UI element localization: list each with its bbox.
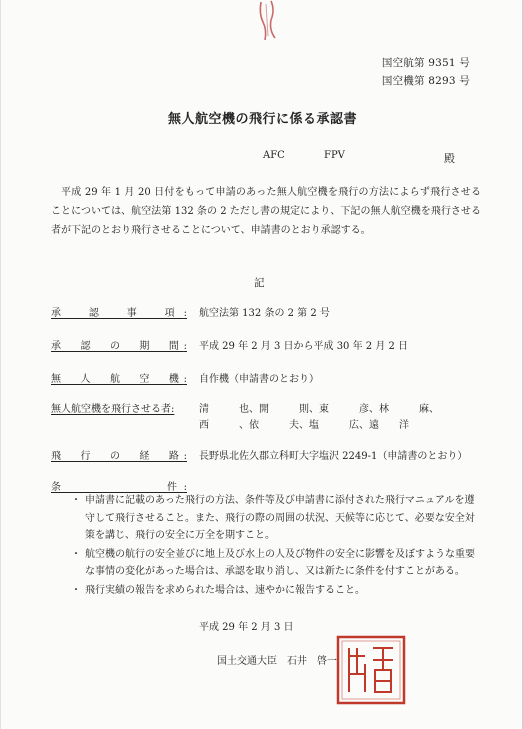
approval-body-text: 平成 29 年 1 月 20 日付をもって申請のあった無人航空機を飛行の方法によらず飛行させることについては、航空法第 132 条の 2 ただし書の規定により、下記の無人航空機を飛行させる者が下記のとおり飛行させることについて、申請書のとおり承認する。 [51, 187, 481, 236]
conditions-list [73, 492, 483, 600]
document-title: 無人航空機の飛行に係る承認書 [167, 112, 357, 127]
row-label: 条 件: [51, 482, 187, 493]
signer-name: 国土交通大臣 石井 啓一 [217, 656, 337, 667]
addressee-honorific: 殿 [444, 152, 455, 165]
ki-heading: 記 [254, 277, 265, 289]
condition-item: ・ 航空機の航行の安全並びに地上及び水上の人及び物件の安全に影響を及ぼすような重要な事情の変化があった場合は、承認を取り消し、又は新たに条件を付すことがある。 [73, 546, 483, 581]
row-label: 承 認 の 期 間: [51, 341, 187, 352]
condition-item: ・ 申請書に記載のあった飛行の方法、条件等及び申請書に添付された飛行マニュアルを遵守して飛行させること。また、飛行の際の周囲の状況、天候等に応じて、必要な安全対策を講じ、飛行の安全に万全を期すこと。 [73, 492, 483, 545]
addressee-fpv: FPV [324, 150, 345, 161]
row-value: 自作機（申請書のとおり） [199, 374, 319, 385]
row-value: 長野県北佐久郡立科町大字塩沢 2249-1（申請書のとおり） [199, 451, 468, 462]
reference-number-2: 国空機第 8293 号 [381, 75, 470, 87]
row-label: 無人航空機を飛行させる者: [51, 404, 175, 415]
row-label: 飛 行 の 経 路: [51, 451, 187, 462]
row-value: 航空法第 132 条の 2 第 2 号 [199, 308, 330, 319]
row-value: 西 、依 夫、塩 広、遠 洋 [199, 420, 409, 431]
reference-number-1: 国空航第 9351 号 [381, 57, 470, 69]
row-value: 清 也、開 則、東 彦、林 麻、 [199, 404, 439, 415]
addressee-afc: AFC [263, 150, 285, 161]
row-label: 承 認 事 項: [51, 308, 187, 319]
perforation-stamp-mark [249, 0, 287, 42]
official-seal-icon [335, 634, 407, 706]
row-label: 無 人 航 空 機: [51, 374, 187, 385]
issue-date: 平成 29 年 2 月 3 日 [199, 622, 294, 633]
condition-item: ・ 飛行実績の報告を求められた場合は、速やかに報告すること。 [73, 582, 483, 600]
row-value: 平成 29 年 2 月 3 日から平成 30 年 2 月 2 日 [199, 341, 409, 352]
